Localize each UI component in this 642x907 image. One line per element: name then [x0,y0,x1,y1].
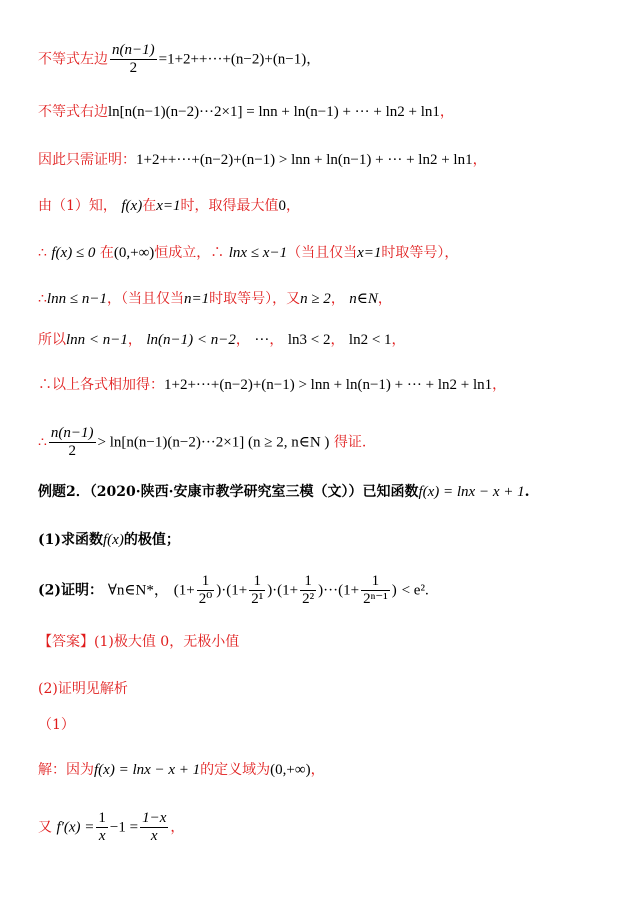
math: ln2 < 1 [348,332,392,348]
math: < e². [401,582,429,599]
math: 1+2+···+(n−2)+(n−1) > lnn + ln(n−1) + ··· + ln2 + ln1 [164,377,493,393]
therefore-symbol: ∴ [210,245,225,261]
prove-expr: 1+2++···+(n−2)+(n−1) > lnn + ln(n−1) + ··· + ln2 + ln1 [136,152,473,168]
fraction-numerator: 1 [249,573,265,591]
punct: ， [306,51,321,68]
text: 得证. [333,434,367,451]
punct: ， [235,332,250,348]
punct: ， [127,332,142,348]
text: 所以 [38,332,66,348]
fraction-denominator: 2 [68,443,76,459]
rhs-expr: ln[n(n−1)(n−2)···2×1] = lnn + ln(n−1) + ··· + ln2 + ln1 [108,104,440,120]
question-1 [38,530,180,550]
fraction [110,42,157,77]
math: n∈N [349,291,378,307]
punct: ， [170,819,185,836]
answer [38,632,239,652]
fraction-numerator: 1 [98,810,106,826]
math: n=1 [183,291,210,307]
math: f(x) [103,532,124,548]
text: 又 [38,819,52,836]
solution-domain [38,760,325,780]
math: lnx ≤ x−1 [228,245,288,261]
line-rhs [38,102,454,122]
fraction-numerator: 1 [197,573,215,591]
text: （当且仅当 [287,245,358,261]
fraction-denominator: x [98,828,106,844]
math: 0 [278,198,286,214]
math: ∀n∈N*， [107,582,169,599]
text: 时取等号）， [381,245,459,261]
lhs-expr: =1+2++···+(n−2)+(n−1) [158,51,307,68]
fraction-denominator: 2ⁿ⁻¹ [363,591,388,607]
text: 时，取得最大值 [180,198,279,214]
math: ··· [254,332,270,348]
text: 时取等号），又 [209,291,301,307]
line-max-value [38,196,300,216]
fraction-denominator: 2¹ [251,591,264,607]
punct: ， [391,332,406,348]
fraction-denominator: x [150,828,158,844]
text: 解：因为 [38,762,94,778]
math: (0,+∞) [113,245,155,261]
answer-text: 【答案】(1)极大值 0，无极小值 [38,634,240,650]
punct: ， [285,198,300,214]
math: (0,+∞) [270,762,311,778]
line-sum [38,375,506,395]
text: 例题2．（2020·陕西·安康市教学研究室三模（文））已知函数 [38,484,419,500]
math: −1 = [109,819,139,836]
punct: ， [472,152,487,168]
punct: ， [439,104,454,120]
fraction-numerator: n(n−1) [50,425,94,441]
math: lnn < n−1 [66,332,128,348]
math-fx: f(x) [121,198,143,214]
math: x=1 [156,198,181,214]
rhs-label: 不等式右边 [38,104,108,120]
lhs-label: 不等式左边 [38,51,108,68]
line-to-prove [38,150,487,170]
math: ln3 < 2 [287,332,331,348]
therefore-symbol: ∴ [38,291,47,307]
fraction-denominator: 2² [302,591,315,607]
line-conclusion [38,425,366,460]
text: (2)证明见解析 [38,681,128,697]
punct: ， [310,762,325,778]
therefore-symbol: ∴ [38,245,47,261]
punct: ， [269,332,284,348]
prove-label: 因此只需证明： [38,152,136,168]
punct: ， [330,291,345,307]
text: 恒成立， [154,245,211,261]
fraction [361,573,390,608]
solution-derivative [38,810,184,845]
fraction-numerator: 1 [300,573,316,591]
math: f(x) = lnx − x + 1 [94,762,201,778]
fraction-denominator: 2⁰ [198,591,213,607]
text: ，（当且仅当 [106,291,184,307]
part-1-label [38,715,75,735]
line-terms [38,330,406,350]
answer-2 [38,679,128,699]
punct: ， [377,291,392,307]
text: 的极值； [123,532,180,548]
text: 的定义域为 [200,762,271,778]
fraction [49,425,96,460]
math: n ≥ 2 [300,291,331,307]
fraction [140,810,168,845]
math: ln(n−1) < n−2 [146,332,236,348]
punct: ， [330,332,345,348]
therefore-symbol: ∴ [38,434,47,451]
fraction-denominator: 2 [129,60,138,76]
line-ln-n [38,289,392,309]
text: ∴以上各式相加得： [38,377,164,393]
math: > ln[n(n−1)(n−2)···2×1] (n ≥ 2, n∈N ) [97,434,330,451]
text: (1)求函数 [38,532,103,548]
fraction [249,573,265,608]
text: （1） [38,717,75,733]
text: 由（1）知， [38,198,117,214]
example-title [38,482,530,502]
line-inequality [38,243,458,263]
punct: ， [492,377,507,393]
math: f(x) = lnx − x + 1 [418,484,525,500]
fraction [300,573,316,608]
math: lnn ≤ n−1 [46,291,107,307]
fraction-numerator: 1 [361,573,390,591]
math: f′(x) = [56,819,95,836]
fraction [197,573,215,608]
text: (2)证明： [38,582,103,599]
fraction-numerator: n(n−1) [112,42,155,58]
fraction [96,810,108,845]
question-2: (2)证明： ∀n∈N*， (1+ $\frac{1}{\text{2⁰}}$ )·(1+ $\frac{1}{\text{2¹}}$ )·(1+ $\frac{1}{\text{2²}}$ )···(1+ $\frac{1}{\text{2ⁿ⁻¹}}$ ) < e². [38,573,429,607]
fraction-numerator: 1−x [142,810,167,826]
punct: . [524,484,530,500]
math: f(x) ≤ 0 [51,245,96,261]
text: 在 [99,245,114,261]
math: x=1 [357,245,382,261]
text: 在 [142,198,157,214]
line-lhs [38,42,320,77]
